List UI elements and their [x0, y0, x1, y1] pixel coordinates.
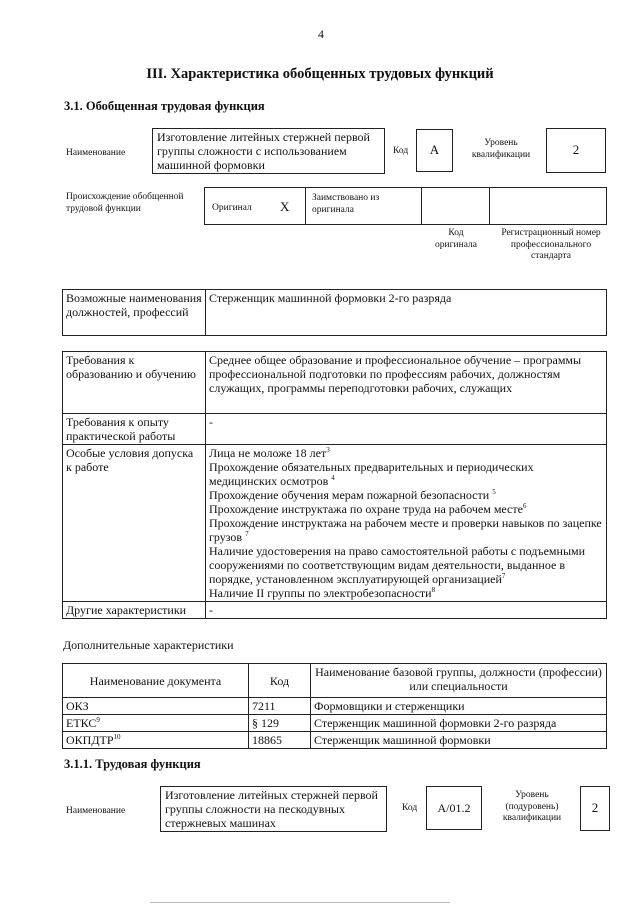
table-row-code: 7211: [249, 698, 311, 715]
requirements-table: [62, 351, 607, 619]
special-item: Прохождение обязательных предварительных и периодических медицинских осмотров $^4$: [209, 460, 534, 488]
gtf-code-label: Код: [393, 146, 409, 156]
table-row-code: § 129: [249, 715, 311, 732]
positions-table: [62, 289, 607, 336]
col-group-header: Наименование базовой группы, должности (профессии) или специальности: [311, 664, 607, 698]
origin-divider-1: [305, 187, 306, 225]
origin-original-mark: X: [280, 199, 290, 214]
gtf-heading: 3.1. Обобщенная трудовая функция: [64, 99, 265, 113]
education-value: Среднее общее образование и профессиональное обучение – программы профессиональной подготовки по профессиям рабочих, должностям служащих, программы переподготовки рабочих, служащих: [206, 352, 607, 414]
tf-heading: 3.1.1. Трудовая функция: [64, 757, 201, 771]
special-item: Прохождение обучения мерам пожарной безопасности $^5$: [209, 488, 496, 502]
origin-label: Происхождение обобщенной трудовой функции: [66, 192, 184, 214]
col-doc-header: Наименование документа: [63, 664, 249, 698]
other-label: Другие характеристики: [63, 602, 206, 619]
col-code-header: Код: [249, 664, 311, 698]
table-row-doc: ЕТКС$^9$: [63, 715, 249, 732]
page-number: 4: [318, 27, 324, 41]
tf-name-value: Изготовление литейных стержней первой группы сложности на пескодувных стержневых машинах: [160, 786, 387, 832]
gtf-level-label: Уровень квалификации: [471, 138, 531, 160]
table-row-code: 18865: [249, 732, 311, 749]
origin-code-original-label: Код оригинала: [435, 228, 477, 250]
origin-borrowed-label: Заимствовано из оригинала: [312, 193, 380, 215]
gtf-code-text: A: [429, 142, 440, 157]
special-label: Особые условия допуска к работе: [63, 445, 206, 602]
gtf-level-value: 2: [572, 142, 580, 157]
special-item: Лица не моложе 18 лет$^3$: [209, 446, 330, 460]
gtf-name-value: Изготовление литейных стержней первой группы сложности с использованием машинной формовки: [152, 128, 385, 174]
origin-reg-number-label: Регистрационный номер профессионального стандарта: [501, 228, 601, 261]
table-row-group: Стерженщик машинной формовки: [311, 732, 607, 749]
table-row-group: Формовщики и стерженщики: [311, 698, 607, 715]
tf-code-label: Код: [402, 803, 418, 813]
table-row-doc: ОКПДТР$^{10}$: [63, 732, 249, 749]
special-item: Наличие удостоверения на право самостоятельной работы с подъемными сооружениями по соответствующим видам деятельности, выданное в порядке, установленном эксплуатирующей организацией$^7$: [209, 544, 586, 586]
special-item: Наличие II группы по электробезопасности$^8$: [209, 586, 436, 600]
tf-level-label: Уровень (подуровень) квалификации: [502, 790, 562, 823]
section-title: III. Характеристика обобщенных трудовых функций: [146, 66, 494, 82]
origin-original-label: Оригинал: [212, 203, 252, 213]
tf-code-value: A/01.2: [437, 801, 471, 815]
special-item: Прохождение инструктажа на рабочем месте и проверки навыков по зацепке грузов $^7$: [209, 516, 602, 544]
other-value: -: [206, 602, 607, 619]
positions-value: Стерженщик машинной формовки 2-го разряда: [206, 290, 607, 336]
experience-label: Требования к опыту практической работы: [63, 414, 206, 445]
special-item: Прохождение инструктажа по охране труда на рабочем месте$^6$: [209, 502, 527, 516]
table-row-group: Стерженщик машинной формовки 2-го разряда: [311, 715, 607, 732]
additional-heading: Дополнительные характеристики: [63, 638, 234, 652]
origin-divider-3: [489, 187, 490, 225]
bottom-rule: [150, 902, 450, 903]
additional-table: [62, 663, 607, 749]
table-row-doc: ОКЗ: [63, 698, 249, 715]
gtf-name-label: Наименование: [66, 148, 126, 158]
education-label: Требования к образованию и обучению: [63, 352, 206, 414]
tf-name-label: Наименование: [66, 806, 126, 816]
tf-level-value: 2: [591, 800, 599, 815]
experience-value: -: [206, 414, 607, 445]
special-list: [206, 445, 607, 602]
origin-divider-2: [421, 187, 422, 225]
positions-label: Возможные наименования должностей, профессий: [63, 290, 206, 336]
